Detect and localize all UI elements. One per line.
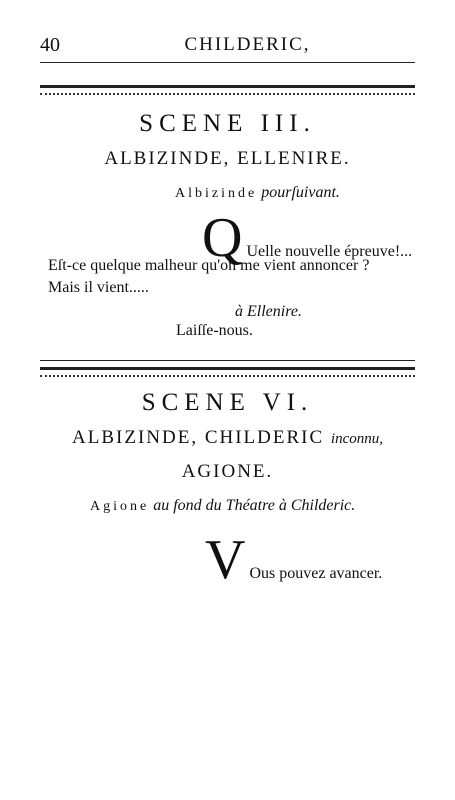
scene-divider-main bbox=[40, 367, 415, 370]
page-number: 40 bbox=[40, 34, 60, 56]
scene-6-characters bbox=[0, 427, 455, 449]
scene-divider-top bbox=[40, 360, 415, 361]
scene-6-title: SCENE VI. bbox=[141, 389, 314, 416]
header-rule-top bbox=[40, 62, 415, 63]
running-head: CHILDERIC, bbox=[184, 34, 311, 55]
character-names: ALBIZINDE, CHILDERIC bbox=[72, 427, 325, 448]
scene-6-first-line bbox=[205, 529, 383, 591]
scene-divider-ornament bbox=[40, 375, 415, 380]
drop-cap: Q bbox=[202, 207, 243, 269]
verse-line: Mais il vient..... bbox=[48, 279, 149, 296]
scene-6-stage-direction bbox=[90, 497, 355, 515]
direction-text: pourſuivant. bbox=[261, 184, 340, 201]
direction-speaker: Agione bbox=[90, 499, 150, 514]
scene-3-characters: ALBIZINDE, ELLENIRE. bbox=[104, 148, 351, 169]
character-note: inconnu, bbox=[330, 431, 383, 447]
scene-3-title: SCENE III. bbox=[139, 110, 316, 137]
verse-line: Laiſſe-nous. bbox=[176, 322, 253, 339]
verse-line: Eſt-ce quelque malheur qu'on me vient annoncer ? bbox=[48, 257, 370, 274]
scene-3-stage-direction bbox=[175, 184, 340, 202]
verse-line: Uelle nouvelle épreuve!... bbox=[246, 243, 413, 260]
verse-line: Ous pouvez avancer. bbox=[249, 565, 383, 582]
drop-cap: V bbox=[205, 529, 246, 591]
stage-aside: à Ellenire. bbox=[235, 303, 302, 320]
scene-6-characters-continued: AGIONE. bbox=[181, 461, 274, 482]
header-rule-ornament bbox=[40, 93, 415, 98]
direction-speaker: Albizinde bbox=[175, 186, 258, 201]
header-rule-main bbox=[40, 85, 415, 88]
direction-text: au fond du Théatre à Childeric. bbox=[153, 497, 356, 514]
